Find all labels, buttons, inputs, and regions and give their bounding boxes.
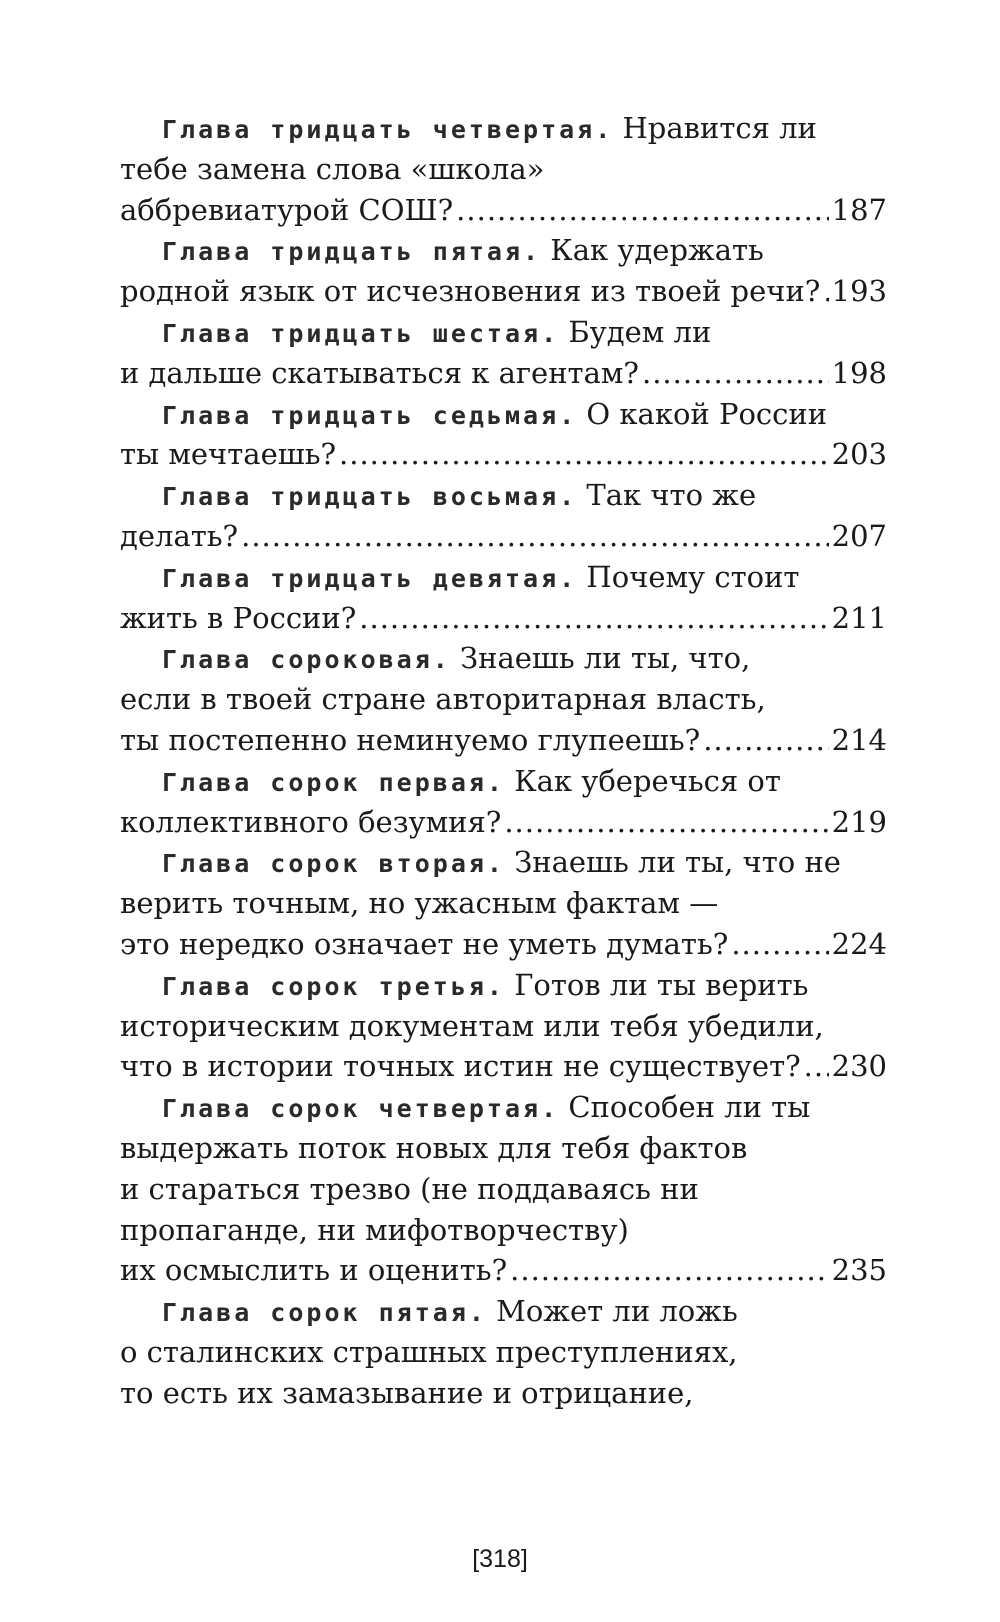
leader-dots <box>510 1250 829 1291</box>
chapter-heading: Глава сорок четвертая. <box>162 1094 560 1124</box>
chapter-title-end: это нередко означает не уметь думать? <box>120 926 729 961</box>
toc-entry <box>120 842 887 964</box>
leader-dots <box>359 598 828 639</box>
page-reference: 224 <box>831 926 887 961</box>
leader-dots <box>339 434 829 475</box>
chapter-title-start: О какой России <box>577 396 828 431</box>
leader-dots <box>823 271 828 312</box>
toc-entry-last-line <box>120 924 887 965</box>
toc-entry-last-line <box>120 516 887 557</box>
toc-entry-first-line <box>120 761 887 802</box>
toc-entry-first-line <box>120 230 887 271</box>
chapter-title-start: Так что же <box>577 478 757 513</box>
chapter-title-line: то есть их замазывание и отрицание, <box>120 1375 694 1410</box>
toc-entry-last-line <box>120 1250 887 1291</box>
leader-dots <box>456 190 828 231</box>
page-reference: 187 <box>831 192 887 227</box>
toc-entry <box>120 1291 887 1413</box>
page-reference: 193 <box>831 274 887 309</box>
toc-entry <box>120 965 887 1087</box>
chapter-title-end: ты мечтаешь? <box>120 437 337 472</box>
chapter-title-end: аббревиатурой СОШ? <box>120 192 454 227</box>
page-reference: 211 <box>831 600 887 635</box>
leader-dots <box>731 924 828 965</box>
toc-entry-last-line <box>120 720 887 761</box>
chapter-title-start: Готов ли ты верить <box>504 967 809 1002</box>
toc-entry <box>120 312 887 394</box>
leader-dots <box>504 802 828 843</box>
page-reference: 203 <box>831 437 887 472</box>
page-number: [318] <box>472 1545 528 1573</box>
toc-entry-first-line <box>120 965 887 1006</box>
chapter-heading: Глава тридцать четвертая. <box>162 115 614 144</box>
toc-entry-first-line <box>120 394 887 435</box>
toc-entry-first-line <box>120 842 887 883</box>
chapter-heading: Глава тридцать седьмая. <box>162 400 578 430</box>
toc-entry-last-line <box>120 1046 887 1087</box>
toc-entry-last-line <box>120 271 887 312</box>
chapter-heading: Глава сороковая. <box>162 645 451 675</box>
leader-dots <box>241 516 829 557</box>
chapter-heading: Глава сорок третья. <box>162 971 505 1001</box>
chapter-title-line: и стараться трезво (не поддаваясь ни <box>120 1171 699 1206</box>
toc-entry-last-line <box>120 190 887 231</box>
chapter-title-line: верить точным, но ужасным фактам — <box>120 886 719 921</box>
toc-entry <box>120 394 887 476</box>
page-reference: 230 <box>831 1049 887 1084</box>
chapter-title-line: тебе замена слова «школа» <box>120 151 545 186</box>
chapter-title-line: пропаганде, ни мифотворчеству) <box>120 1212 629 1247</box>
toc-entry <box>120 108 887 230</box>
chapter-title-start: Почему стоит <box>577 559 800 594</box>
chapter-heading: Глава тридцать восьмая. <box>162 482 578 512</box>
toc-entry-first-line <box>120 638 887 679</box>
page-reference: 219 <box>831 804 887 839</box>
chapter-title-start: Как уберечься от <box>504 763 781 798</box>
chapter-heading: Глава сорок вторая. <box>162 849 505 879</box>
toc-entry <box>120 761 887 843</box>
chapter-title-end: делать? <box>120 518 239 553</box>
toc-entry-last-line <box>120 353 887 394</box>
toc-entry-last-line <box>120 434 887 475</box>
chapter-title-start: Будем ли <box>559 314 712 349</box>
chapter-heading: Глава сорок пятая. <box>162 1298 487 1328</box>
chapter-title-start: Как удержать <box>541 233 764 268</box>
chapter-title-end: родной язык от исчезновения из твоей речи? <box>120 274 821 309</box>
chapter-title-line: если в твоей стране авторитарная власть, <box>120 682 766 717</box>
page-reference: 214 <box>831 722 887 757</box>
table-of-contents <box>120 108 887 1414</box>
chapter-title-end: их осмыслить и оценить? <box>120 1253 508 1288</box>
toc-entry <box>120 557 887 639</box>
chapter-heading: Глава тридцать девятая. <box>162 563 578 593</box>
page-reference: 198 <box>831 355 887 390</box>
toc-entry-first-line <box>120 312 887 353</box>
chapter-title-start: Знаешь ли ты, что, <box>450 641 751 676</box>
chapter-title-end: ты постепенно неминуемо глупеешь? <box>120 722 701 757</box>
chapter-title-start: Нравится ли <box>613 111 817 145</box>
toc-entry <box>120 638 887 760</box>
page-reference: 235 <box>831 1253 887 1288</box>
chapter-heading: Глава тридцать пятая. <box>162 237 542 267</box>
toc-entry <box>120 1087 887 1291</box>
chapter-title-start: Способен ли ты <box>559 1090 811 1125</box>
toc-entry <box>120 230 887 312</box>
toc-entry <box>120 475 887 557</box>
chapter-title-line: историческим документам или тебя убедили, <box>120 1008 824 1043</box>
toc-entry-first-line <box>120 557 887 598</box>
chapter-title-start: Знаешь ли ты, что не <box>504 845 841 880</box>
chapter-heading: Глава тридцать шестая. <box>162 318 560 348</box>
chapter-title-end: коллективного безумия? <box>120 804 502 839</box>
leader-dots <box>642 353 829 394</box>
toc-entry-first-line <box>120 1087 887 1128</box>
leader-dots <box>703 720 828 761</box>
page-reference: 207 <box>831 518 887 553</box>
toc-entry-first-line <box>120 108 887 149</box>
toc-entry-first-line <box>120 1291 887 1332</box>
chapter-title-end: жить в России? <box>120 600 357 635</box>
chapter-title-end: и дальше скатываться к агентам? <box>120 355 639 390</box>
toc-entry-last-line <box>120 802 887 843</box>
toc-entry-first-line <box>120 475 887 516</box>
toc-entry-last-line <box>120 598 887 639</box>
chapter-title-line: о сталинских страшных преступлениях, <box>120 1334 738 1369</box>
leader-dots <box>804 1046 829 1087</box>
chapter-heading: Глава сорок первая. <box>162 767 505 797</box>
chapter-title-line: выдержать поток новых для тебя фактов <box>120 1130 748 1165</box>
chapter-title-start: Может ли ложь <box>486 1294 738 1329</box>
chapter-title-end: что в истории точных истин не существует? <box>120 1049 801 1084</box>
